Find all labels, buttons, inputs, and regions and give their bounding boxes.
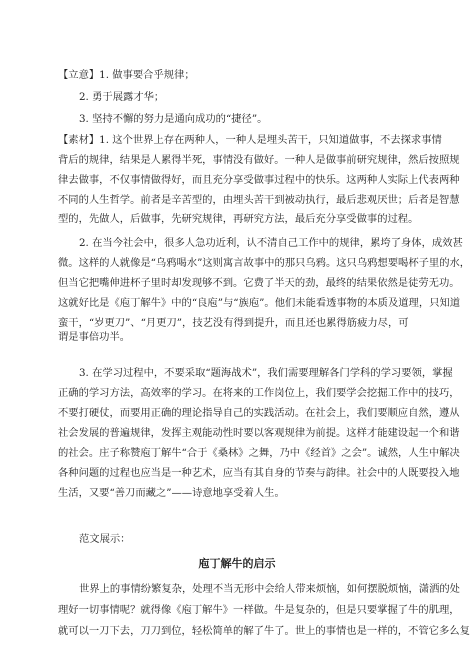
- material-2-line-5: 蛮干，“岁更刀”、“月更刀”，技艺没有得到提升，而且还也累得筋疲力尽，可谓是事倍功半。: [58, 317, 409, 343]
- material-1-line-1: 【素材】1. 这个世界上存在两种人，一种人是埋头苦干，只知道做事，不去探求事情: [58, 134, 442, 146]
- material-2-line-3: 但当它把嘴伸进杯子里时却发现够不到。它费了半天的劲，最终的结果依然是徒劳无功。: [58, 277, 460, 289]
- material-1-line-4: 不同的人生哲学。前者是辛苦型的，由埋头苦干到被动执行，最后悲观厌世；后者是智慧: [58, 194, 460, 206]
- essay-line-3: 就可以一刀下去，刀刀到位，轻松简单的解了牛了。世上的事情也是一样的，不管它多么复: [58, 625, 470, 637]
- material-2-line-2: 微。这样的人就像是“乌鸦喝水”这则寓言故事中的那只乌鸦。这只乌鸦想要喝杯子里的水，: [58, 257, 471, 269]
- thesis-line-1: 【立意】1. 做事要合乎规律；: [58, 69, 195, 81]
- material-3-line-3: 不要打硬仗，而要用正确的理论指导自己的实践活动。在社会上，我们要顺应自然，遵从: [58, 407, 460, 419]
- material-3-line-2: 正确的学习方法，高效率的学习。在将来的工作岗位上，我们要学会挖掘工作中的技巧，: [58, 387, 460, 399]
- material-3-line-4: 社会发展的普遍规律，发挥主观能动性时要以客观规律为前提。这样才能建设起一个和谐: [58, 427, 460, 439]
- material-3-line-7: 生活，又要“善刀而藏之”——诗意地享受着人生。: [58, 487, 285, 499]
- essay-title: 庖丁解牛的启示: [198, 557, 276, 570]
- thesis-line-3: 3. 坚持不懈的努力是通向成功的“捷径”。: [79, 113, 268, 125]
- material-1-line-3: 律去做事，不仅事情做得好，而且充分享受做事过程中的快乐。这两种人实际上代表两种: [58, 174, 460, 186]
- material-1-line-5: 型的，先做人，后做事，先研究规律，再研究方法，最后充分享受做事的过程。: [58, 213, 419, 225]
- sample-essay-label: 范文展示：: [79, 533, 131, 545]
- material-3-line-5: 的社会。庄子称赞庖丁解牛“合于《桑林》之舞，乃中《经首》之会”。诚然，人生中解决: [58, 447, 460, 459]
- material-1-line-2: 背后的规律，结果是人累得半死，事情没有做好。一种人是做事前研究规律，然后按照规: [58, 154, 460, 166]
- thesis-line-2: 2. 勇于展露才华；: [79, 91, 165, 103]
- material-2-line-4: 这就好比是《庖丁解牛》中的“良庖”与“族庖”。他们未能看透事物的本质及道理，只知道: [58, 297, 461, 309]
- essay-line-1: 世界上的事情纷繁复杂，处理不当无形中会给人带来烦恼，如何摆脱烦恼，潇洒的处: [79, 583, 460, 595]
- material-3-line-1: 3. 在学习过程中，不要采取“题海战术”，我们需要理解各门学科的学习要领，掌握: [79, 367, 453, 379]
- material-3-line-6: 各种问题的过程也应当是一种艺术，应当有其自身的节奏与韵律。社会中的人既要投入地: [58, 467, 460, 479]
- essay-line-2: 理好一切事情呢？就得像《庖丁解牛》一样做。牛是复杂的，但是只要掌握了牛的肌理，: [58, 604, 460, 616]
- material-2-line-1: 2. 在当今社会中，很多人急功近利，认不清自己工作中的规律，累垮了身体，成效甚: [79, 237, 463, 249]
